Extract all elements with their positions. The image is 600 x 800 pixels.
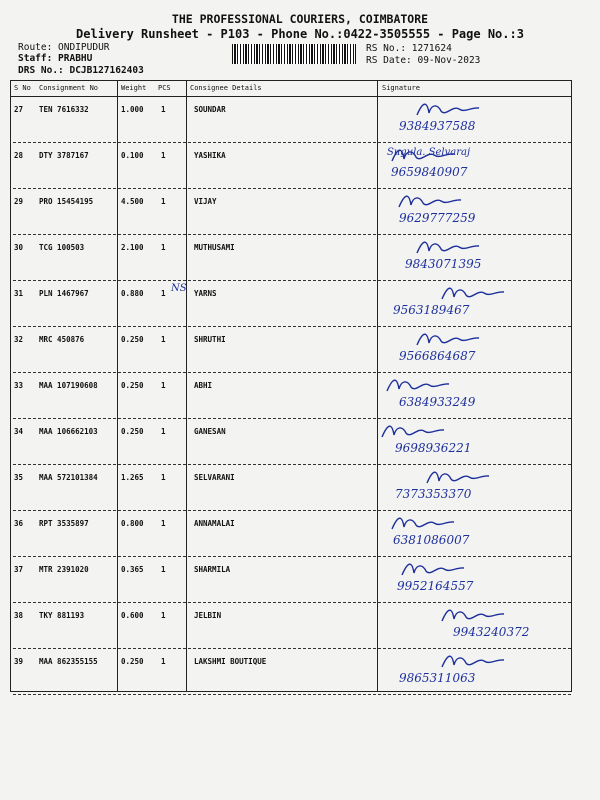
signature-phone: 9384937588	[399, 119, 476, 133]
row-consignment-no: PLN 1467967	[39, 289, 89, 298]
row-sno: 34	[14, 427, 24, 436]
table-row	[11, 281, 573, 327]
signature-phone: 7373353370	[395, 487, 472, 501]
row-sno: 33	[14, 381, 24, 390]
row-consignment-no: TEN 7616332	[39, 105, 89, 114]
row-pcs: 1	[161, 657, 166, 666]
table-row	[11, 511, 573, 557]
row-consignee: MUTHUSAMI	[194, 243, 235, 252]
row-weight: 1.000	[121, 105, 144, 114]
signature-mark	[383, 375, 453, 397]
route-label: Route: ONDIPUDUR	[18, 42, 110, 53]
row-pcs: 1	[161, 243, 166, 252]
table-row	[11, 373, 573, 419]
row-consignment-no: PRO 15454195	[39, 197, 94, 206]
row-consignee: SELVARANI	[194, 473, 235, 482]
col-header-weight: Weight	[121, 84, 147, 92]
row-pcs: 1	[161, 473, 166, 482]
row-sno: 35	[14, 473, 24, 482]
row-weight: 0.880	[121, 289, 144, 298]
table-row	[11, 557, 573, 603]
row-consignment-no: MRC 450876	[39, 335, 85, 344]
col-header-sno: S No	[14, 84, 31, 92]
table-row	[11, 97, 573, 143]
row-consignee: SOUNDAR	[194, 105, 226, 114]
row-consignee: JELBIN	[194, 611, 222, 620]
row-pcs: 1	[161, 105, 166, 114]
signature-mark	[438, 651, 508, 673]
runsheet-table	[10, 80, 572, 692]
row-weight: 0.100	[121, 151, 144, 160]
signature-phone: 9698936221	[395, 441, 472, 455]
row-consignment-no: MAA 862355155	[39, 657, 98, 666]
signature-mark	[423, 467, 493, 489]
signature-phone: 6381086007	[393, 533, 470, 547]
signature-mark	[378, 421, 448, 443]
col-header-pcs: PCS	[158, 84, 171, 92]
signature-phone: 9566864687	[399, 349, 476, 363]
row-consignment-no: TCG 100503	[39, 243, 85, 252]
row-sno: 30	[14, 243, 24, 252]
row-consignee: LAKSHMI BOUTIQUE	[194, 657, 267, 666]
row-pcs: 1	[161, 519, 166, 528]
row-weight: 0.365	[121, 565, 144, 574]
row-weight: 0.250	[121, 381, 144, 390]
signature-mark	[438, 605, 508, 627]
row-weight: 1.265	[121, 473, 144, 482]
signature-mark	[388, 513, 458, 535]
row-sno: 38	[14, 611, 24, 620]
table-row	[11, 189, 573, 235]
staff-label: Staff: PRABHU	[18, 53, 93, 64]
row-consignment-no: DTY 3787167	[39, 151, 89, 160]
row-weight: 2.100	[121, 243, 144, 252]
table-row	[11, 235, 573, 281]
row-sno: 32	[14, 335, 24, 344]
signature-phone: 9843071395	[405, 257, 482, 271]
signature-phone: 6384933249	[399, 395, 476, 409]
signature-phone: 9629777259	[399, 211, 476, 225]
table-row	[11, 419, 573, 465]
row-pcs: 1	[161, 611, 166, 620]
row-sno: 37	[14, 565, 24, 574]
row-pcs: 1	[161, 565, 166, 574]
row-weight: 4.500	[121, 197, 144, 206]
row-pcs: 1	[161, 197, 166, 206]
row-pcs: 1	[161, 381, 166, 390]
row-sno: 29	[14, 197, 24, 206]
table-row	[11, 603, 573, 649]
row-consignment-no: RPT 3535897	[39, 519, 89, 528]
signature-mark	[395, 191, 465, 213]
row-sno: 36	[14, 519, 24, 528]
row-sno: 31	[14, 289, 24, 298]
table-row	[11, 649, 573, 695]
rs-number: RS No.: 1271624	[366, 43, 452, 54]
row-pcs: 1	[161, 151, 166, 160]
row-handwritten-note: NS	[171, 283, 187, 294]
row-weight: 0.800	[121, 519, 144, 528]
col-header-signature: Signature	[382, 84, 420, 92]
page-title: THE PROFESSIONAL COURIERS, COIMBATORE	[171, 12, 429, 26]
col-header-consignee: Consignee Details	[190, 84, 262, 92]
row-sno: 39	[14, 657, 24, 666]
row-consignee: YARNS	[194, 289, 217, 298]
signature-mark	[438, 283, 508, 305]
row-pcs: 1	[161, 427, 166, 436]
signature-phone: 9659840907	[391, 165, 468, 179]
table-row	[11, 143, 573, 189]
signature-mark	[398, 559, 468, 581]
signature-mark	[413, 329, 483, 351]
row-consignee: ABHI	[194, 381, 213, 390]
row-consignee: SHRUTHI	[194, 335, 226, 344]
row-weight: 0.600	[121, 611, 144, 620]
row-consignment-no: MAA 106662103	[39, 427, 98, 436]
row-weight: 0.250	[121, 657, 144, 666]
row-sno: 27	[14, 105, 24, 114]
signature-mark	[413, 99, 483, 121]
row-weight: 0.250	[121, 427, 144, 436]
row-sno: 28	[14, 151, 24, 160]
signature-phone: 9865311063	[399, 671, 476, 685]
row-pcs: 1	[161, 335, 166, 344]
col-header-consignment: Consignment No	[39, 84, 99, 92]
row-consignee: ANNAMALAI	[194, 519, 235, 528]
row-weight: 0.250	[121, 335, 144, 344]
row-consignment-no: MTR 2391020	[39, 565, 89, 574]
table-row	[11, 327, 573, 373]
signature-name: Sugula. Selvaraj	[387, 147, 471, 158]
signature-mark	[413, 237, 483, 259]
row-consignee: SHARMILA	[194, 565, 231, 574]
rs-date: RS Date: 09-Nov-2023	[366, 55, 481, 66]
row-consignee: VIJAY	[194, 197, 217, 206]
drs-number: DRS No.: DCJB127162403	[18, 65, 144, 76]
row-consignment-no: TKY 881193	[39, 611, 85, 620]
row-consignment-no: MAA 107190608	[39, 381, 98, 390]
barcode	[232, 44, 356, 64]
signature-phone: 9563189467	[393, 303, 470, 317]
page-subtitle: Delivery Runsheet - P103 - Phone No.:0422-3505555 - Page No.:3	[76, 27, 524, 41]
signature-phone: 9952164557	[397, 579, 474, 593]
row-divider	[13, 694, 571, 695]
table-row	[11, 465, 573, 511]
row-pcs: 1	[161, 289, 166, 298]
row-consignee: GANESAN	[194, 427, 226, 436]
signature-phone: 9943240372	[453, 625, 530, 639]
row-consignment-no: MAA 572101384	[39, 473, 98, 482]
row-consignee: YASHIKA	[194, 151, 226, 160]
